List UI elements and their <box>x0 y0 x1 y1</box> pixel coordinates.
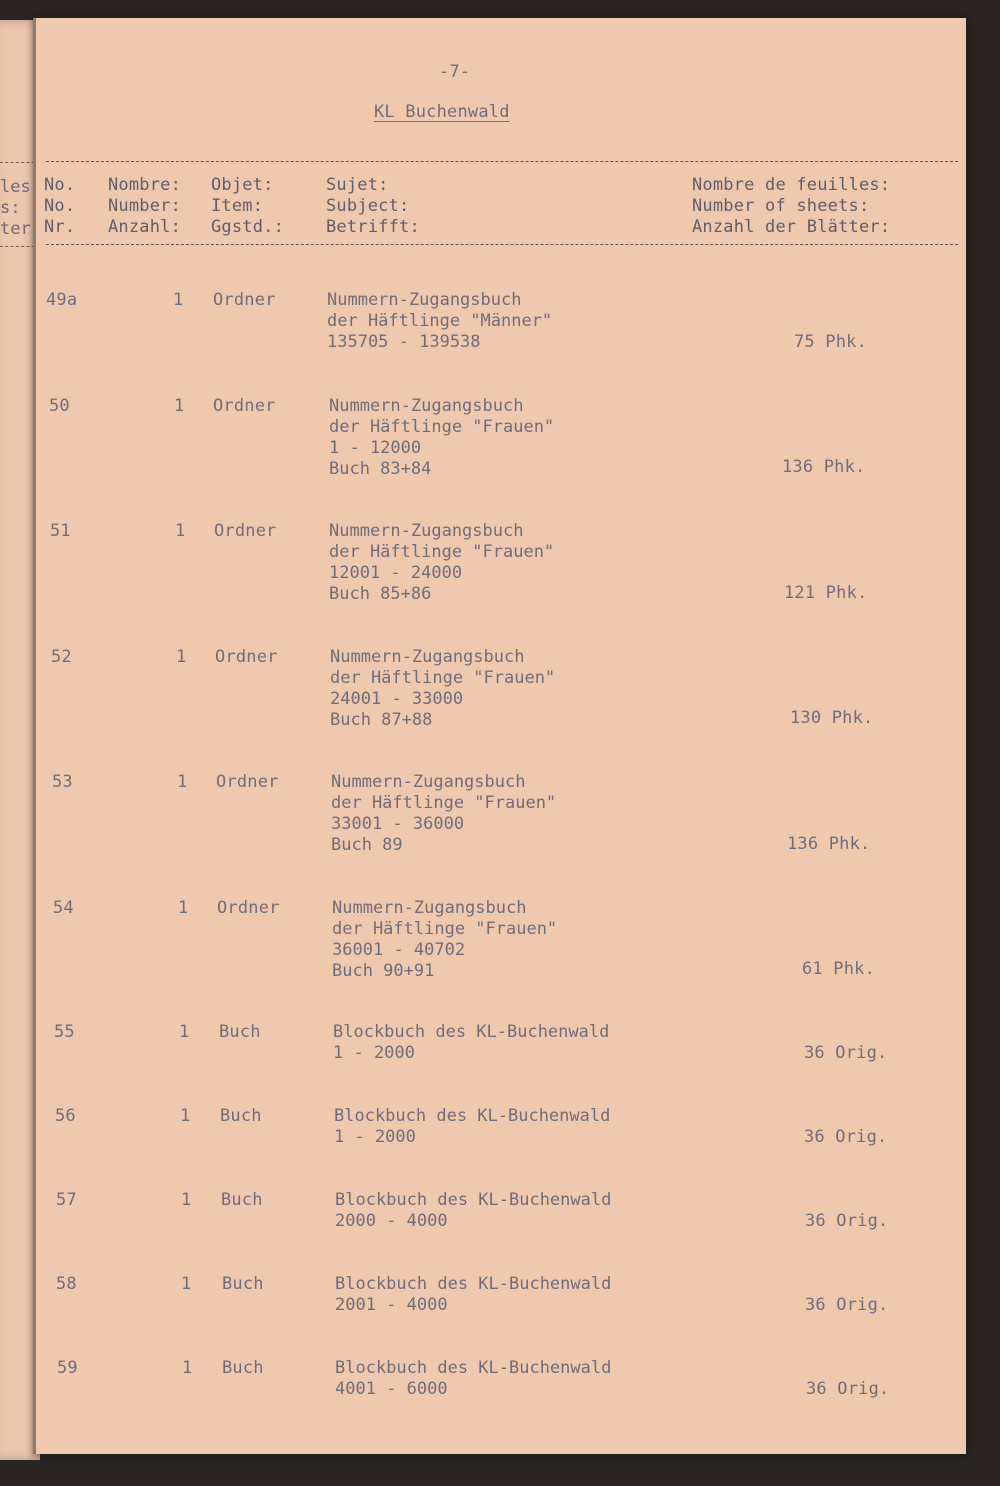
entry-number: 58 <box>56 1274 77 1294</box>
entry-subject: Nummern-Zugangsbuch der Häftlinge "Frauen" 36001 - 40702 Buch 90+91 <box>332 898 558 981</box>
entry-number: 57 <box>56 1190 77 1210</box>
entry-count: 1 <box>176 647 187 667</box>
entry-item: Buch <box>222 1358 264 1378</box>
left-page-fragment: les <box>0 177 31 197</box>
page-title: KL Buchenwald <box>374 102 510 122</box>
entry-subject: Nummern-Zugangsbuch der Häftlinge "Frauen" 24001 - 33000 Buch 87+88 <box>330 647 556 730</box>
entry-sheets: 61 Phk. <box>802 959 876 979</box>
entry-count: 1 <box>180 1106 191 1126</box>
header-count: Anzahl: <box>108 217 182 237</box>
header-no: Nr. <box>44 217 76 237</box>
header-no: No. <box>44 175 76 195</box>
header-count: Nombre: <box>108 175 182 195</box>
entry-subject: Blockbuch des KL-Buchenwald 1 - 2000 <box>333 1022 610 1063</box>
entry-number: 52 <box>51 647 72 667</box>
entry-sheets: 36 Orig. <box>805 1211 889 1231</box>
entry-subject: Blockbuch des KL-Buchenwald 2001 - 4000 <box>335 1274 612 1315</box>
entry-count: 1 <box>177 772 188 792</box>
entry-item: Ordner <box>214 521 277 541</box>
entry-count: 1 <box>174 396 185 416</box>
entry-item: Buch <box>219 1022 261 1042</box>
entry-sheets: 130 Phk. <box>790 708 874 728</box>
entry-count: 1 <box>179 1022 190 1042</box>
header-item: Ggstd.: <box>211 217 285 237</box>
entry-item: Ordner <box>217 898 280 918</box>
entry-subject: Nummern-Zugangsbuch der Häftlinge "Männer" 135705 - 139538 <box>327 290 553 352</box>
header-item: Item: <box>211 196 264 216</box>
entry-sheets: 36 Orig. <box>806 1379 890 1399</box>
entry-sheets: 36 Orig. <box>804 1127 888 1147</box>
header-sheets: Number of sheets: <box>692 196 870 216</box>
entry-sheets: 36 Orig. <box>805 1295 889 1315</box>
entry-sheets: 136 Phk. <box>787 834 871 854</box>
entry-item: Ordner <box>216 772 279 792</box>
entry-subject: Blockbuch des KL-Buchenwald 4001 - 6000 <box>335 1358 612 1399</box>
header-subject: Subject: <box>326 196 410 216</box>
entry-number: 59 <box>57 1358 78 1378</box>
entry-number: 49a <box>46 290 78 310</box>
entry-count: 1 <box>173 290 184 310</box>
entry-count: 1 <box>181 1274 192 1294</box>
header-sheets: Nombre de feuilles: <box>692 175 891 195</box>
left-page-fragment: ter <box>0 219 31 239</box>
entry-count: 1 <box>181 1190 192 1210</box>
document-page <box>33 18 966 1454</box>
entry-number: 54 <box>53 898 74 918</box>
page-number: -7- <box>439 62 471 82</box>
header-count: Number: <box>108 196 182 216</box>
entry-sheets: 121 Phk. <box>784 583 868 603</box>
entry-subject: Nummern-Zugangsbuch der Häftlinge "Frauen" 33001 - 36000 Buch 89 <box>331 772 557 855</box>
entry-subject: Blockbuch des KL-Buchenwald 2000 - 4000 <box>335 1190 612 1231</box>
entry-sheets: 75 Phk. <box>794 332 868 352</box>
entry-subject: Nummern-Zugangsbuch der Häftlinge "Frauen" 1 - 12000 Buch 83+84 <box>329 396 555 479</box>
entry-count: 1 <box>182 1358 193 1378</box>
header-item: Objet: <box>211 175 274 195</box>
entry-item: Ordner <box>215 647 278 667</box>
entry-item: Buch <box>220 1106 262 1126</box>
entry-subject: Nummern-Zugangsbuch der Häftlinge "Frauen" 12001 - 24000 Buch 85+86 <box>329 521 555 604</box>
entry-item: Ordner <box>213 290 276 310</box>
entry-sheets: 36 Orig. <box>804 1043 888 1063</box>
entry-number: 56 <box>55 1106 76 1126</box>
entry-item: Buch <box>221 1190 263 1210</box>
entry-subject: Blockbuch des KL-Buchenwald 1 - 2000 <box>334 1106 611 1147</box>
header-no: No. <box>44 196 76 216</box>
entry-sheets: 136 Phk. <box>782 457 866 477</box>
entry-count: 1 <box>178 898 189 918</box>
header-top-rule <box>46 161 958 162</box>
entry-number: 55 <box>54 1022 75 1042</box>
header-subject: Betrifft: <box>326 217 420 237</box>
header-bottom-rule <box>46 244 958 245</box>
entry-item: Buch <box>222 1274 264 1294</box>
header-sheets: Anzahl der Blätter: <box>692 217 891 237</box>
entry-number: 50 <box>49 396 70 416</box>
left-page-fragment: s: <box>0 198 21 218</box>
entry-number: 51 <box>50 521 71 541</box>
header-subject: Sujet: <box>326 175 389 195</box>
entry-item: Ordner <box>213 396 276 416</box>
entry-number: 53 <box>52 772 73 792</box>
entry-count: 1 <box>175 521 186 541</box>
